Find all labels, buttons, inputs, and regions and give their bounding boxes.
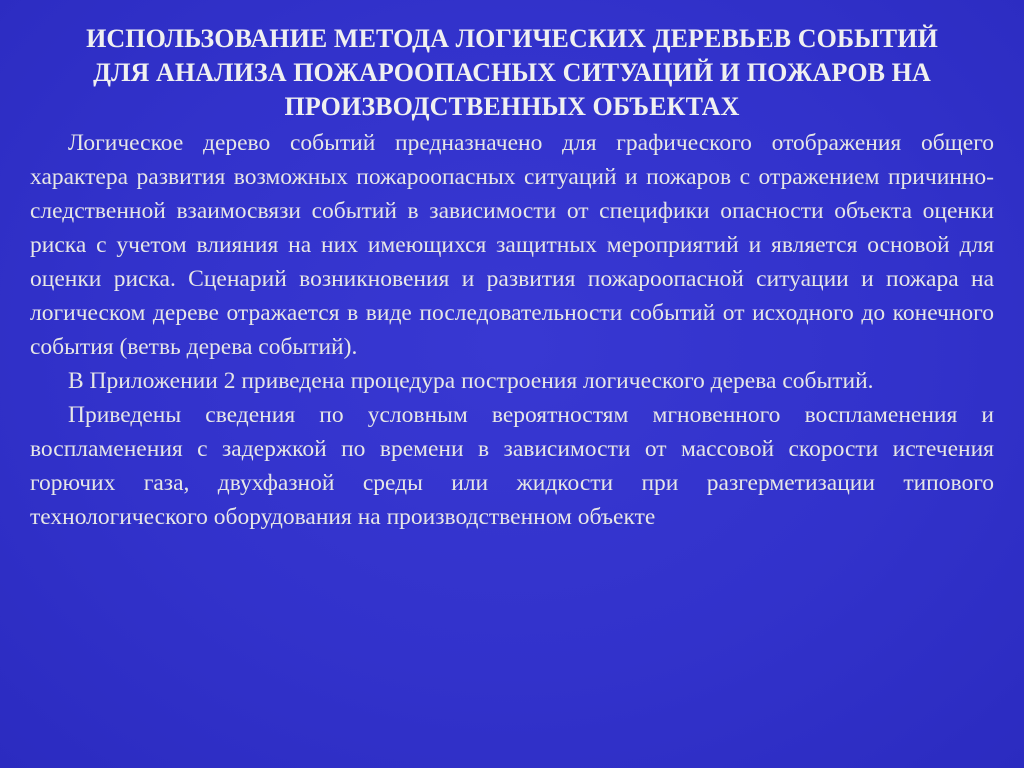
title-line-2: ДЛЯ АНАЛИЗА ПОЖАРООПАСНЫХ СИТУАЦИЙ И ПОЖАРОВ НА [93,58,931,87]
title-line-3: ПРОИЗВОДСТВЕННЫХ ОБЪЕКТАХ [284,92,740,121]
slide-title [30,22,994,124]
paragraph-probability-data: Приведены сведения по условным вероятностям мгновенного воспламенения и воспламенения с задержкой по времени в зависимости от массовой скорости истечения горючих газа, двухфазной среды или жидкости при разгерметизации типового технологического оборудования на производственном объекте [30,402,994,530]
paragraph-logical-tree-definition: Логическое дерево событий предназначено для графического отображения общего характера развития возможных пожароопасных ситуаций и пожаров с отражением причинно-следственной взаимосвязи событий в зависимости от специфики опасности объекта оценки риска с учетом влияния на них имеющихся защитных мероприятий и является основой для оценки риска. Сценарий возникновения и развития пожароопасной ситуации и пожара на логическом дереве отражается в виде последовательности событий от исходного до конечного события (ветвь дерева событий). [30,130,994,360]
paragraph-appendix-reference: В Приложении 2 приведена процедура построения логического дерева событий. [68,368,874,394]
title-line-1: ИСПОЛЬЗОВАНИЕ МЕТОДА ЛОГИЧЕСКИХ ДЕРЕВЬЕВ СОБЫТИЙ [86,24,938,53]
